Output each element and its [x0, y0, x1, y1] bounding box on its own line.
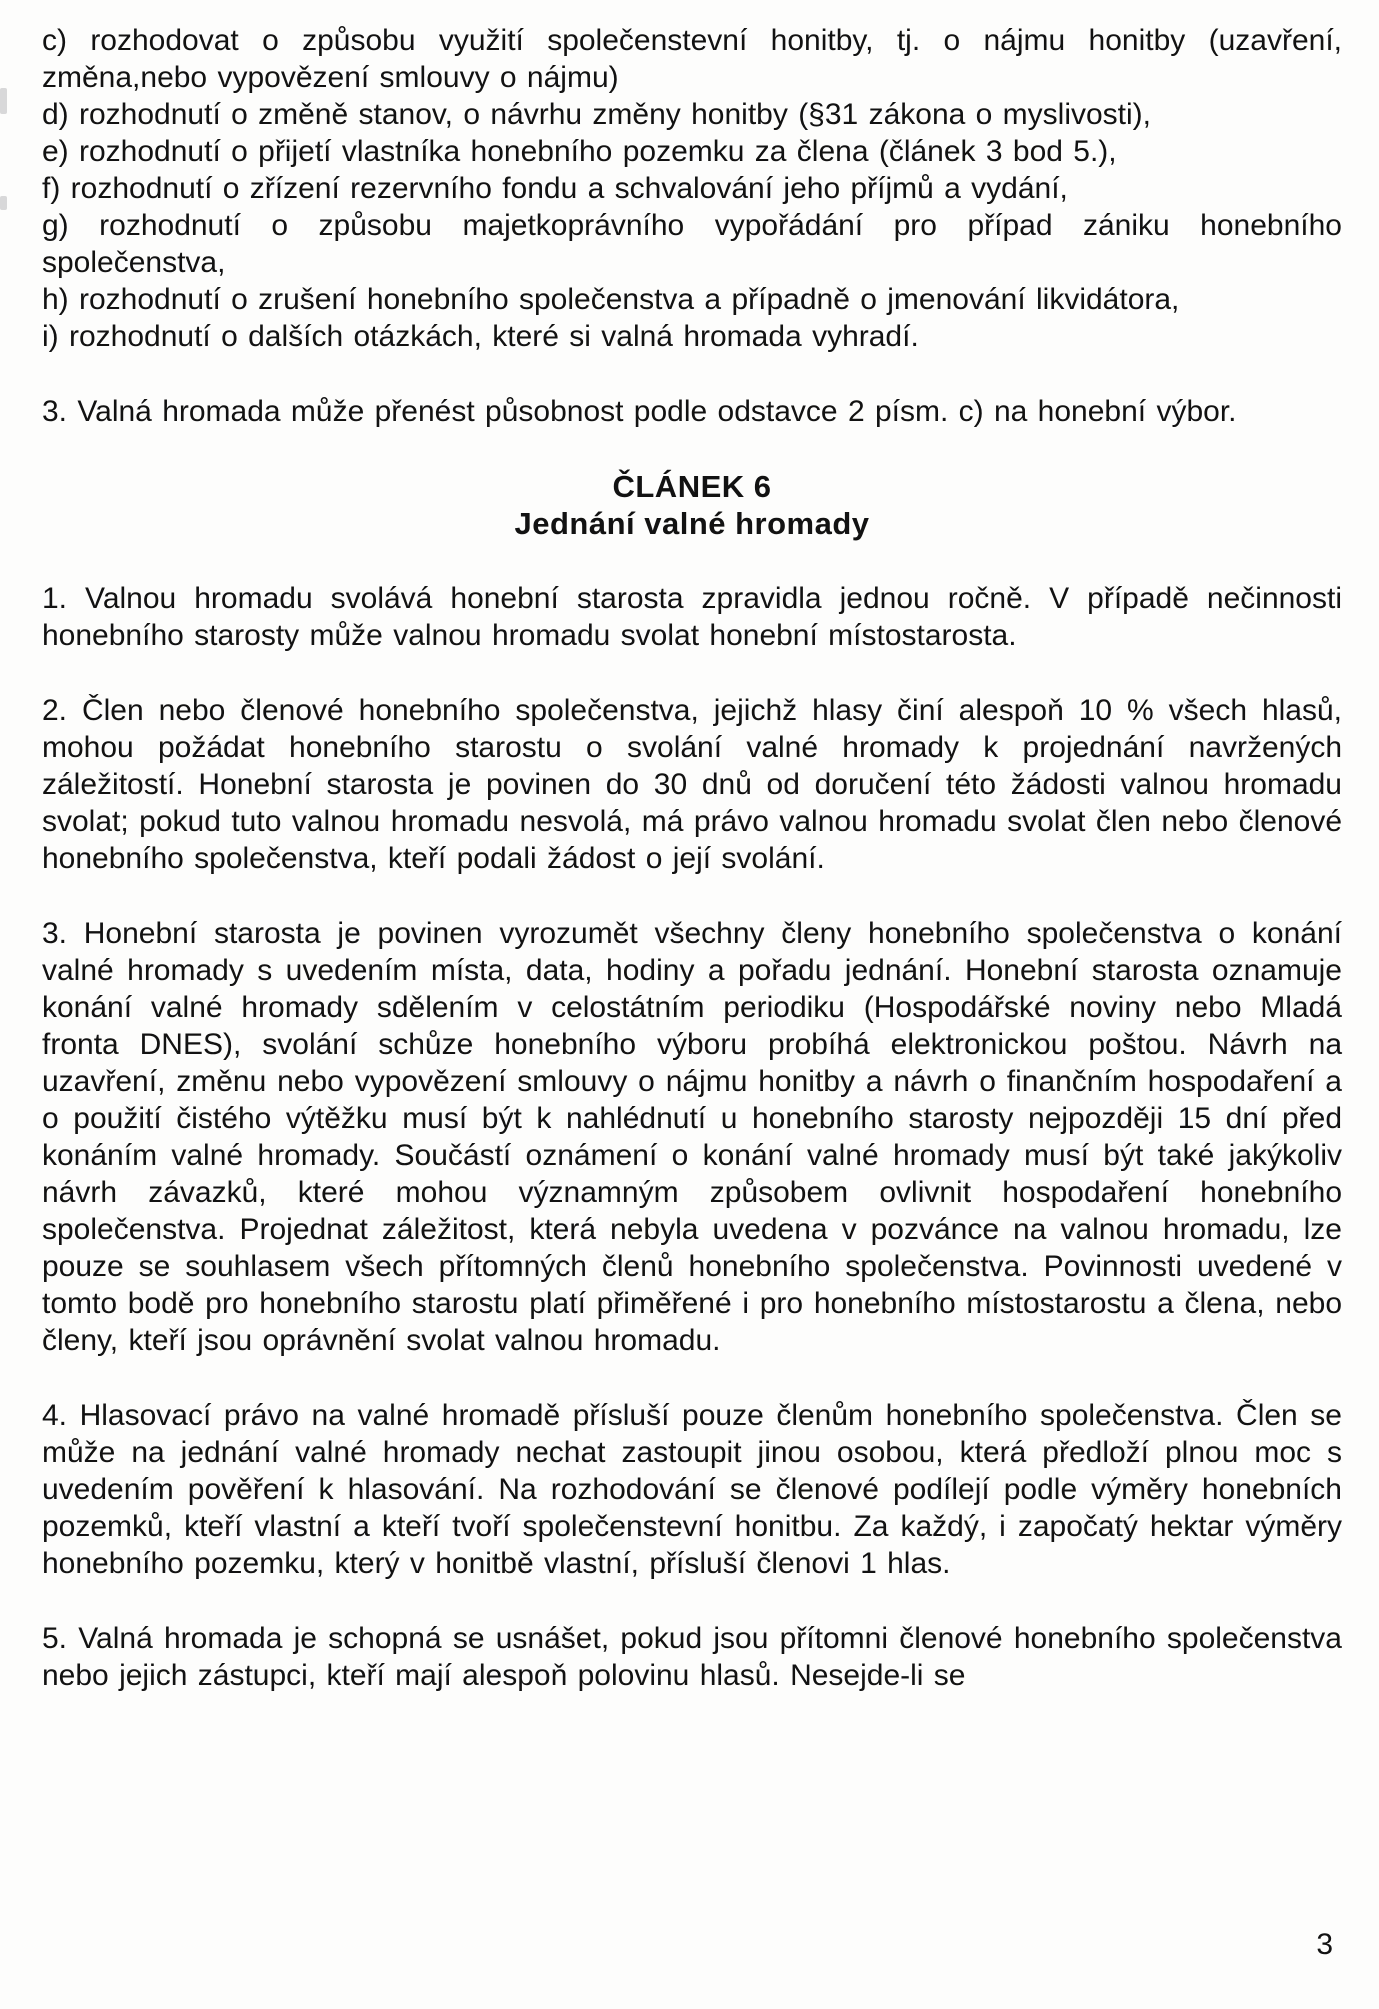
paragraph-5: 5. Valná hromada je schopná se usnášet, pokud jsou přítomni členové honebního společenstva nebo jejich zástupci, kteří mají alespoň polovinu hlasů. Nesejde-li se: [42, 1622, 1342, 1692]
article-subheading: Jednání valné hromady: [514, 506, 870, 541]
paragraph-3-delegation: 3. Valná hromada může přenést působnost podle odstavce 2 písm. c) na honební výbor.: [42, 395, 1237, 428]
list-item-g: g) rozhodnutí o způsobu majetkoprávního vypořádání pro případ zániku honebního společenstva,: [42, 209, 1342, 279]
paragraph-2: 2. Člen nebo členové honebního společenstva, jejichž hlasy činí alespoň 10 % všech hlasů, mohou požádat honebního starostu o svolání valné hromady k projednání navržených záležitostí. Honební starosta je povinen do 30 dnů od doručení této žádosti valnou hromadu svolat; pokud tuto valnou hromadu nesvolá, má právo valnou hromadu svolat člen nebo členové honebního společenstva, kteří podali žádost o její svolání.: [42, 694, 1342, 875]
paragraph-1: 1. Valnou hromadu svolává honební starosta zpravidla jednou ročně. V případě nečinnosti honebního starosty může valnou hromadu svolat honební místostarosta.: [42, 582, 1342, 652]
list-item-c: c) rozhodovat o způsobu využití společenstevní honitby, tj. o nájmu honitby (uzavření, změna,nebo vypovězení smlouvy o nájmu): [42, 24, 1342, 94]
list-item-e: e) rozhodnutí o přijetí vlastníka honebního pozemku za člena (článek 3 bod 5.),: [42, 135, 1117, 168]
scan-artifact: [0, 88, 7, 114]
list-item-h: h) rozhodnutí o zrušení honebního společenstva a případně o jmenování likvidátora,: [42, 283, 1180, 316]
scan-artifact: [0, 196, 7, 210]
article-heading: ČLÁNEK 6: [612, 469, 772, 504]
document-body: [42, 22, 1342, 1694]
list-item-f: f) rozhodnutí o zřízení rezervního fondu a schvalování jeho příjmů a vydání,: [42, 172, 1068, 205]
list-item-d: d) rozhodnutí o změně stanov, o návrhu změny honitby (§31 zákona o myslivosti),: [42, 98, 1151, 131]
paragraph-3: 3. Honební starosta je povinen vyrozumět všechny členy honebního společenstva o konání valné hromady s uvedením místa, data, hodiny a pořadu jednání. Honební starosta oznamuje konání valné hromady sdělením v celostátním periodiku (Hospodářské noviny nebo Mladá fronta DNES), svolání schůze honebního výboru probíhá elektronickou poštou. Návrh na uzavření, změnu nebo vypovězení smlouvy o nájmu honitby a návrh o finančním hospodaření a o použití čistého výtěžku musí být k nahlédnutí u honebního starosty nejpozději 15 dní před konáním valné hromady. Součástí oznámení o konání valné hromady musí být také jakýkoliv návrh závazků, které mohou významným způsobem ovlivnit hospodaření honebního společenstva. Projednat záležitost, která nebyla uvedena v pozvánce na valnou hromadu, lze pouze se souhlasem všech přítomných členů honebního společenstva. Povinnosti uvedené v tomto bodě pro honebního starostu platí přiměřené i pro honebního místostarostu a člena, nebo členy, kteří jsou oprávnění svolat valnou hromadu.: [42, 917, 1342, 1357]
page-number: 3: [1316, 1928, 1333, 1961]
paragraph-4: 4. Hlasovací právo na valné hromadě přísluší pouze členům honebního společenstva. Člen se může na jednání valné hromady nechat zastoupit jinou osobou, která předloží plnou moc s uvedením pověření k hlasování. Na rozhodování se členové podílejí podle výměry honebních pozemků, kteří vlastní a kteří tvoří společenstevní honitbu. Za každý, i započatý hektar výměry honebního pozemku, který v honitbě vlastní, přísluší členovi 1 hlas.: [42, 1399, 1342, 1580]
list-item-i: i) rozhodnutí o dalších otázkách, které si valná hromada vyhradí.: [42, 320, 919, 353]
